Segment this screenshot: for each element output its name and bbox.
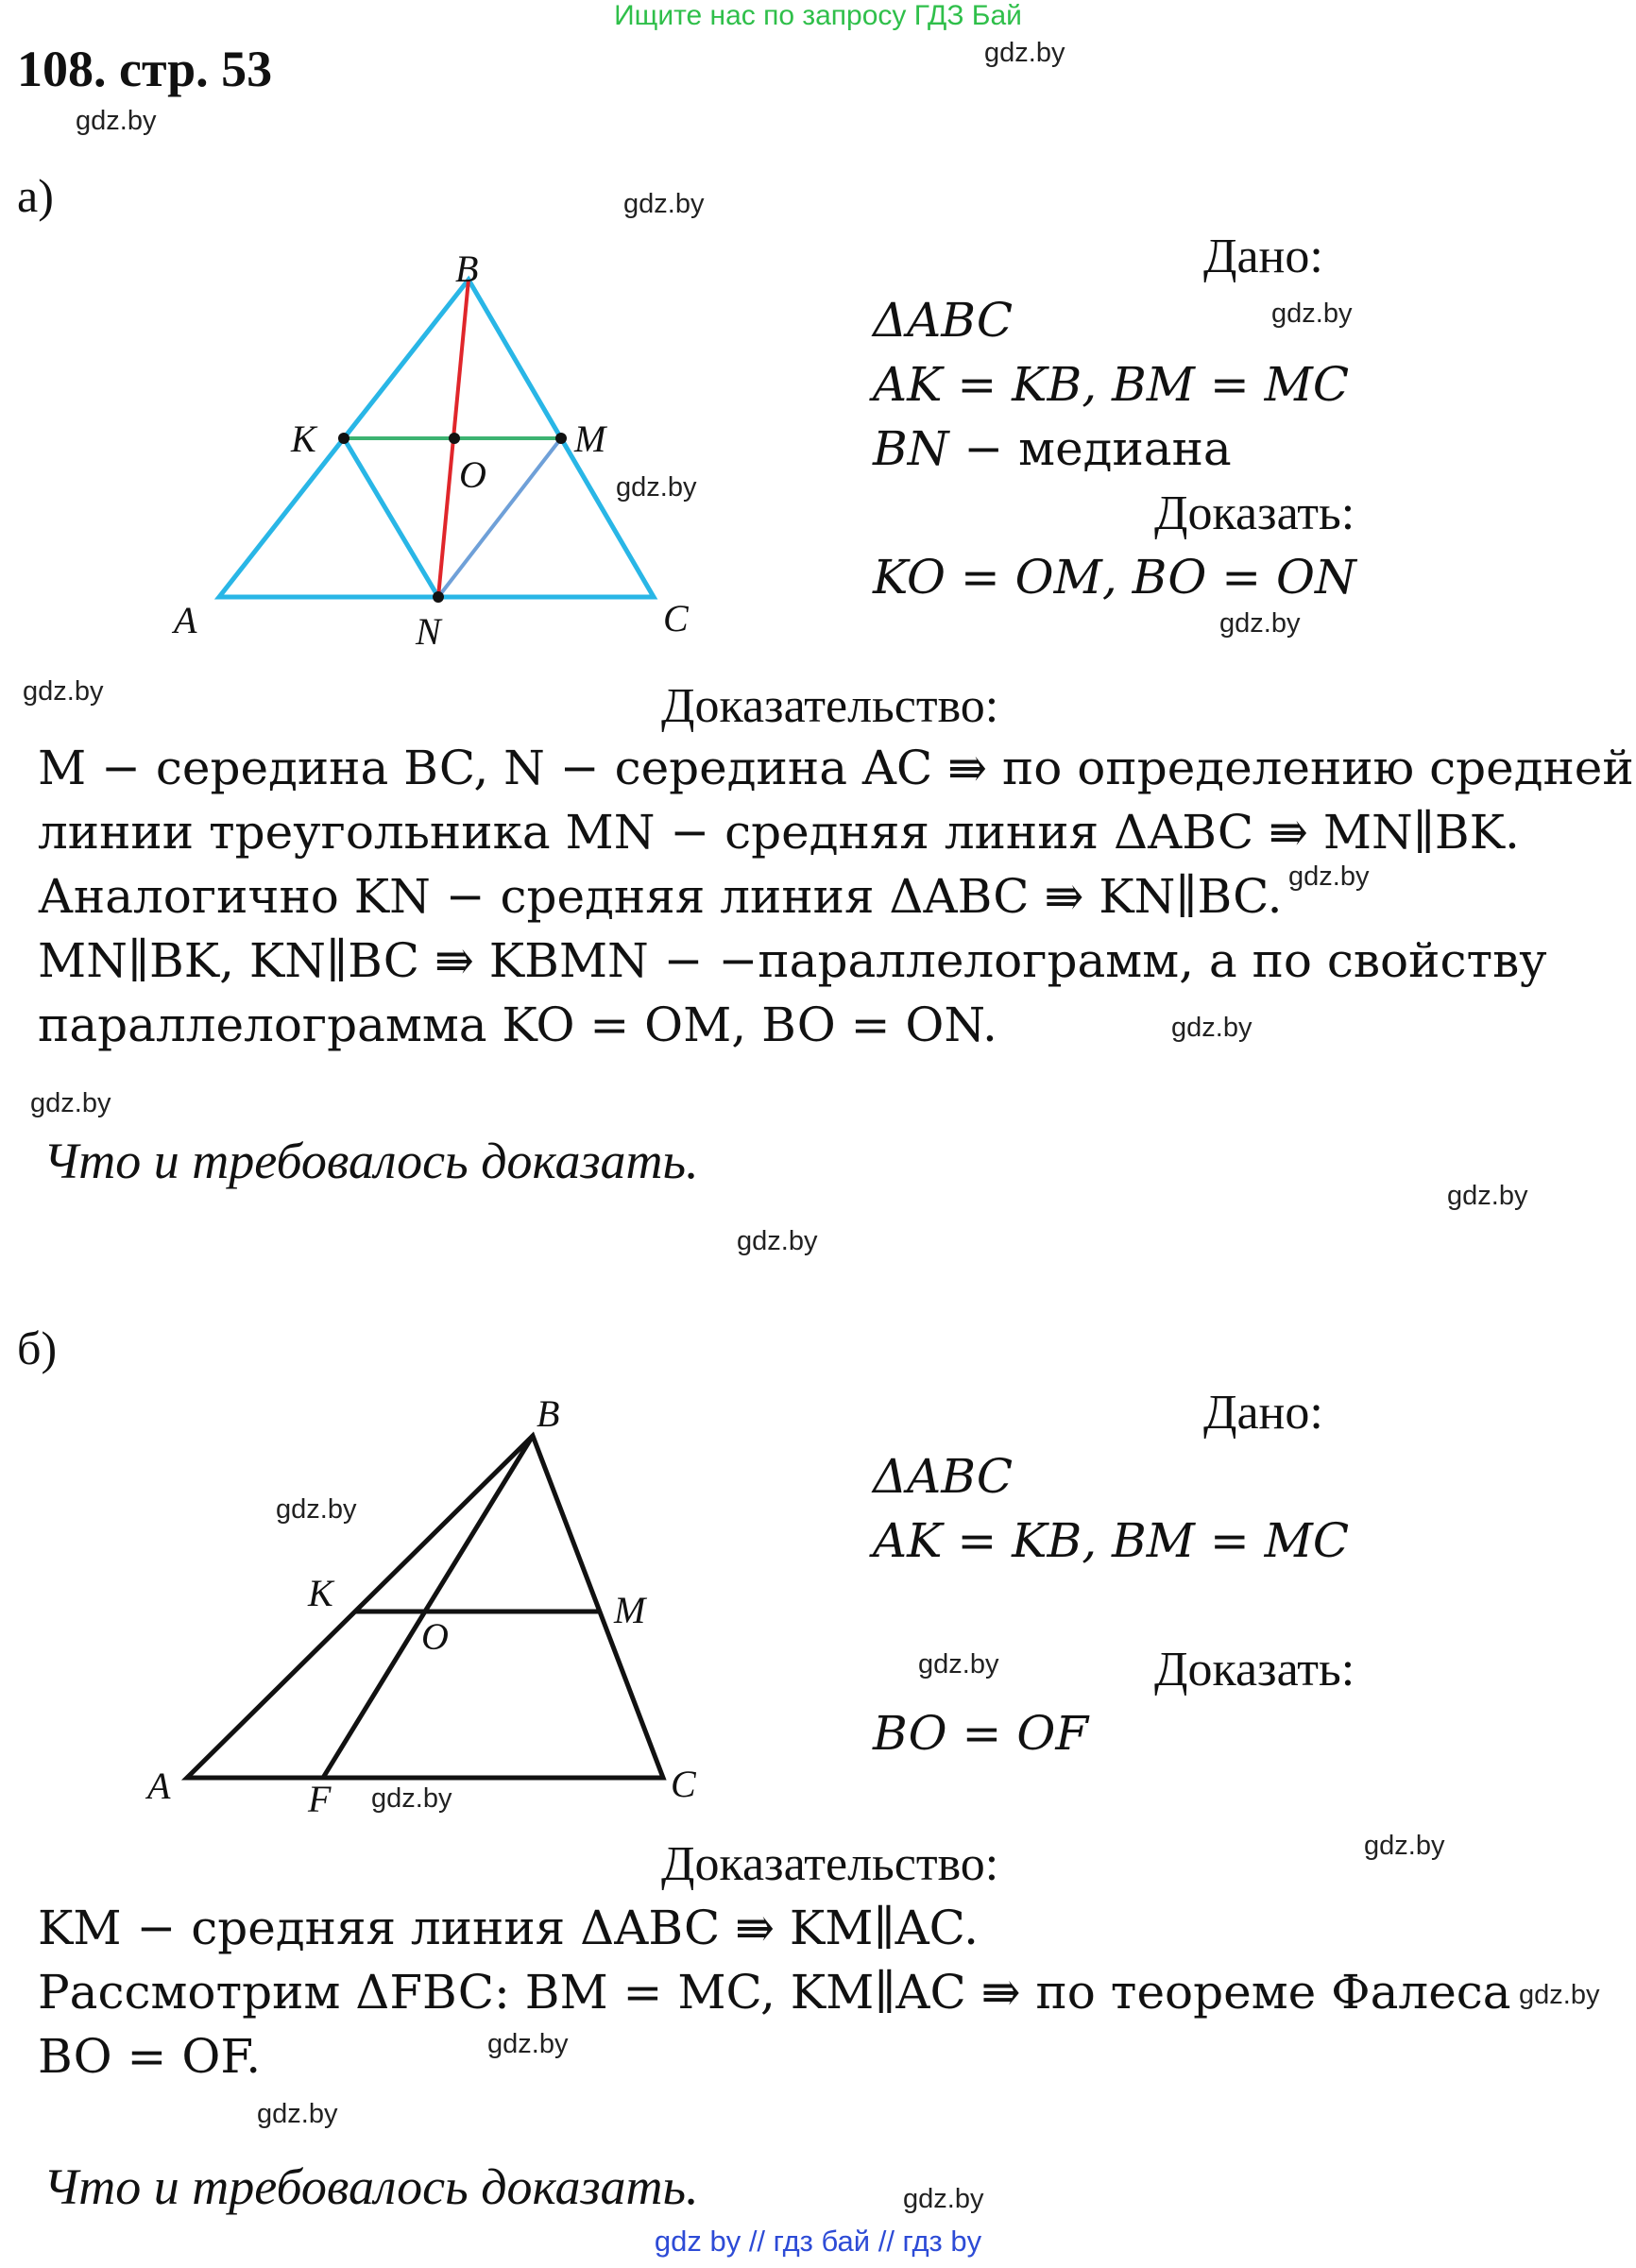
label-f: F: [308, 1778, 332, 1820]
watermark: gdz.by: [23, 676, 104, 707]
given-b-2: AK = KB, BM = MC: [873, 1513, 1350, 1568]
watermark: gdz.by: [1447, 1181, 1528, 1211]
label-o: O: [459, 453, 486, 496]
watermark: gdz.by: [1271, 298, 1353, 329]
label-k: K: [291, 418, 316, 460]
prove-a: KO = OM, BO = ON: [873, 550, 1356, 605]
proof-a-line-5: параллелограмма KO = OM, BO = ON.: [38, 998, 997, 1052]
proof-a-line-3: Аналогично KN − средняя линия ΔABC ⇛ KN∥BC.: [38, 869, 1283, 924]
watermark: gdz.by: [737, 1226, 818, 1256]
label-m: M: [574, 418, 606, 460]
label-m: M: [614, 1589, 646, 1631]
watermark: gdz.by: [1219, 608, 1301, 639]
search-banner[interactable]: Ищите нас по запросу ГДЗ Бай: [614, 0, 1022, 31]
label-n: N: [416, 610, 441, 652]
proof-a-line-2: линии треугольника MN − средняя линия ΔABC ⇛ MN∥BK.: [38, 805, 1520, 860]
triangle-abc: [187, 1436, 663, 1778]
watermark: gdz.by: [1519, 1980, 1600, 2010]
label-k: K: [308, 1572, 333, 1614]
given-b-1: ΔABC: [873, 1449, 1014, 1504]
watermark: gdz.by: [616, 472, 697, 503]
segment-mn: [438, 438, 561, 597]
prove-heading-a: Доказать:: [1154, 486, 1355, 540]
label-b: B: [537, 1392, 560, 1435]
label-a: A: [174, 599, 197, 641]
label-c: C: [663, 597, 689, 639]
task-title: 108. стр. 53: [17, 41, 273, 97]
proof-b-line-1: KM − средняя линия ΔABC ⇛ KM∥AC.: [38, 1901, 980, 1955]
watermark: gdz.by: [76, 106, 157, 136]
watermark: gdz.by: [623, 189, 705, 219]
watermark: gdz.by: [903, 2184, 984, 2214]
label-a: A: [147, 1765, 171, 1807]
given-a-3: BN − медиана: [873, 421, 1232, 476]
figure-a: [161, 255, 727, 652]
given-heading-b: Дано:: [1203, 1386, 1323, 1440]
label-c: C: [671, 1763, 696, 1805]
footer-links[interactable]: gdz by // гдз бай // гдз by: [654, 2225, 982, 2258]
part-b-label: б): [17, 1322, 58, 1374]
proof-b-line-3: BO = OF.: [38, 2029, 262, 2084]
watermark: gdz.by: [918, 1649, 999, 1680]
segment-kn: [344, 438, 438, 597]
point-k: [338, 433, 349, 444]
watermark: gdz.by: [371, 1783, 452, 1814]
given-a-1: ΔABC: [873, 293, 1014, 348]
given-heading-a: Дано:: [1203, 230, 1323, 283]
prove-b: BO = OF: [873, 1706, 1089, 1761]
proof-a-line-4: MN∥BK, KN∥BC ⇛ KBMN − −параллелограмм, а по свойству: [38, 933, 1547, 988]
prove-heading-b: Доказать:: [1154, 1643, 1355, 1697]
label-o: O: [421, 1615, 449, 1658]
given-a-2: AK = KB, BM = MC: [873, 357, 1350, 412]
watermark: gdz.by: [30, 1088, 111, 1118]
label-b: B: [455, 255, 479, 290]
segment-bf: [323, 1436, 533, 1778]
qed-b: Что и требовалось доказать.: [43, 2158, 699, 2215]
watermark: gdz.by: [487, 2029, 569, 2059]
watermark: gdz.by: [1171, 1013, 1253, 1043]
part-a-label: а): [17, 169, 54, 222]
proof-a-line-1: M − середина BC, N − середина AC ⇛ по определению средней: [38, 741, 1634, 795]
point-m: [555, 433, 567, 444]
point-o: [449, 433, 460, 444]
point-n: [433, 591, 444, 603]
proof-b-line-2: Рассмотрим ΔFBC: BM = MC, KM∥AC ⇛ по теореме Фалеса: [38, 1965, 1511, 2020]
watermark: gdz.by: [1364, 1831, 1445, 1861]
watermark: gdz.by: [276, 1494, 357, 1525]
watermark: gdz.by: [1288, 861, 1370, 892]
figure-b: [142, 1389, 727, 1833]
watermark: gdz.by: [984, 38, 1065, 68]
qed-a: Что и требовалось доказать.: [43, 1133, 699, 1189]
proof-heading-b: Доказательство:: [661, 1837, 999, 1891]
proof-heading-a: Доказательство:: [661, 679, 999, 733]
watermark: gdz.by: [257, 2099, 338, 2129]
